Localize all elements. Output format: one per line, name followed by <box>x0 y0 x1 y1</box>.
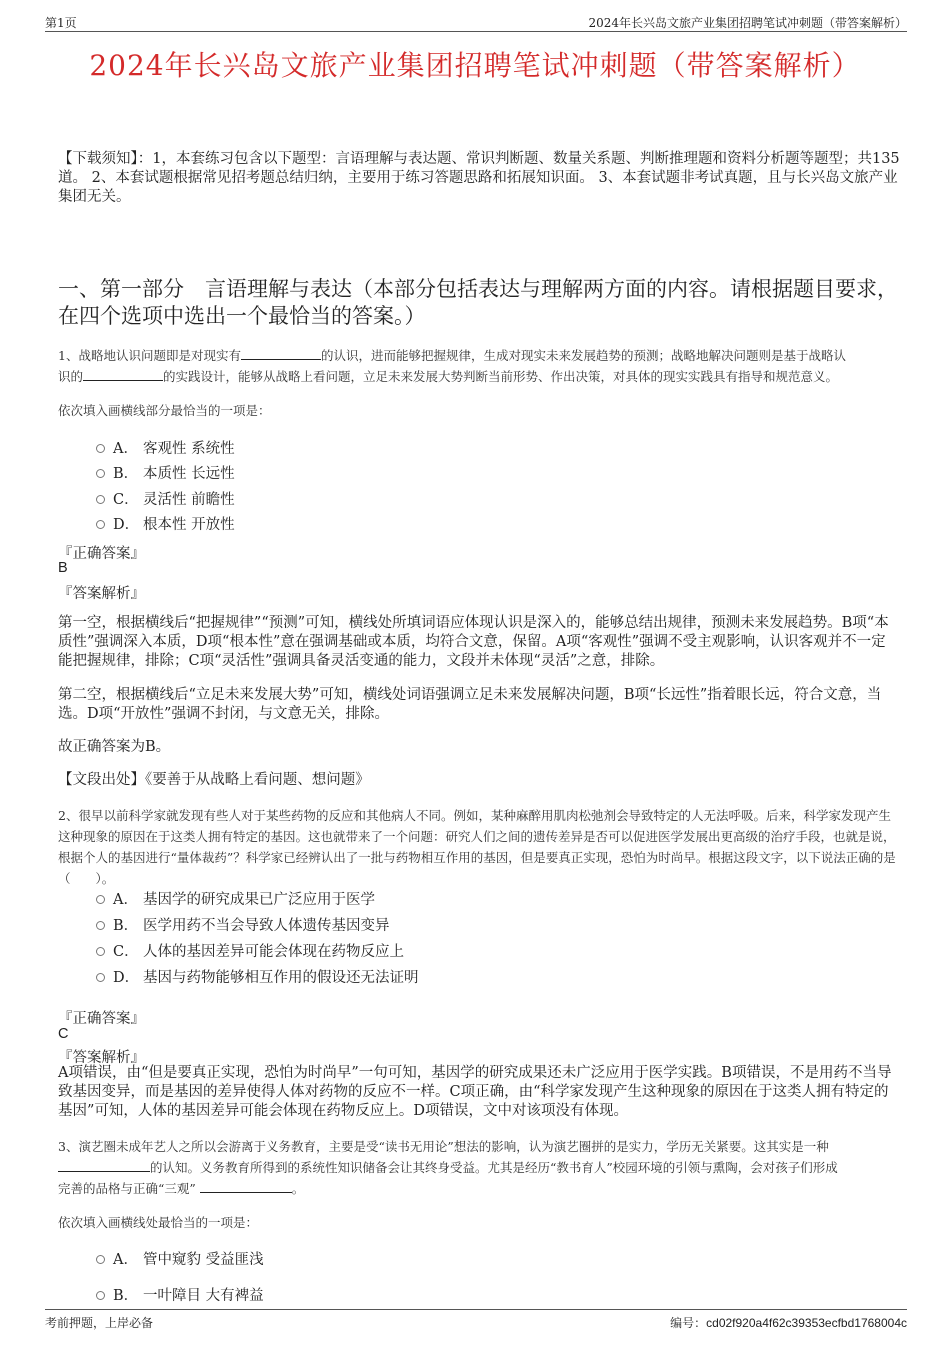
page-number: 第1页 <box>45 16 77 30</box>
q3-option-a[interactable] <box>96 1248 264 1269</box>
q1-blank-1 <box>241 347 321 360</box>
option-text: 本质性 长远性 <box>143 466 235 482</box>
option-text: 客观性 系统性 <box>143 441 235 457</box>
q1-analysis-conclusion: 故正确答案为B。 <box>58 739 171 755</box>
q1-option-d[interactable] <box>96 513 235 534</box>
question-3-prompt: 依次填入画横线处最恰当的一项是： <box>58 1215 259 1230</box>
q1-option-a[interactable] <box>96 437 235 458</box>
q1-source: 【文段出处】《要善于从战略上看问题、想问题》 <box>58 772 370 788</box>
radio-icon[interactable] <box>96 947 105 956</box>
q1-stem-part: 的实践设计，能够从战略上看问题，立足未来发展大势判断当前形势、作出决策，对具体的现实实践具有指导和规范意义。 <box>163 369 839 384</box>
question-2-stem: 2、很早以前科学家就发现有些人对于某些药物的反应和其他病人不同。例如，某种麻醉用肌肉松弛剂会导致特定的人无法呼吸。后来，科学家发现产生这种现象的原因在于这类人拥有特定的基因。这也就带来了一个问题：研究人们之间的遗传差异是否可以促进医学发展出更高级的治疗手段，也就是说，根据个人的基因进行“量体裁药”？科学家已经辨认出了一批与药物相互作用的基因，但是要真正实现，恐怕为时尚早。根据这段文字，以下说法正确的是（ ）。 <box>58 808 896 886</box>
q2-analysis-label: 『答案解析』 <box>58 1050 145 1066</box>
q3-stem-part: 3、演艺圈未成年艺人之所以会游离于义务教育，主要是受“读书无用论”想法的影响，认为演艺圈拼的是实力，学历无关紧要。这其实是一种 <box>58 1139 829 1154</box>
option-letter: C． <box>113 944 139 960</box>
footer-code-label: 编号： <box>670 1316 707 1330</box>
radio-icon[interactable] <box>96 469 105 478</box>
question-3-stem <box>58 1136 903 1199</box>
question-1-stem <box>58 345 903 387</box>
footer-slogan: 考前押题，上岸必备 <box>45 1316 154 1330</box>
option-letter: B． <box>113 1288 139 1304</box>
download-notice: 【下载须知】：1，本套练习包含以下题型：言语理解与表达题、常识判断题、数量关系题、判断推理题和资料分析题等题型；共135道。 2、本套试题根据常见招考题总结归纳，主要用于练习答题思路和拓展知识面。 3、本套试题非考试真题，且与长兴岛文旅产业集团无关。 <box>58 151 900 205</box>
q3-stem-part: 。 <box>291 1181 305 1196</box>
option-text: 一叶障目 大有裨益 <box>143 1288 264 1304</box>
q2-option-c[interactable] <box>96 940 404 961</box>
q3-stem-part: 完善的品格与正确“三观” <box>58 1181 196 1196</box>
option-letter: A． <box>113 1252 138 1268</box>
q1-answer-label: 『正确答案』 <box>58 546 145 562</box>
q2-option-a[interactable] <box>96 888 375 909</box>
footer-divider <box>45 1309 907 1310</box>
radio-icon[interactable] <box>96 921 105 930</box>
q1-option-c[interactable] <box>96 488 235 509</box>
radio-icon[interactable] <box>96 495 105 504</box>
header-divider <box>45 31 907 32</box>
section-heading: 一、第一部分 言语理解与表达（本部分包括表达与理解两方面的内容。请根据题目要求，在四个选项中选出一个最恰当的答案。） <box>58 277 898 328</box>
q1-stem-part: 的认识，进而能够把握规律，生成对现实未来发展趋势的预测；战略地解决问题则是基于战略认 <box>320 348 846 363</box>
option-letter: C． <box>113 492 139 508</box>
q3-blank-2 <box>200 1180 292 1193</box>
option-letter: D． <box>113 970 140 986</box>
q1-stem-part: 识的 <box>58 369 84 384</box>
q2-analysis: A项错误，由“但是要真正实现，恐怕为时尚早”一句可知，基因学的研究成果还未广泛应用于医学实践。B项错误，不是用药不当导致基因变异，而是基因的差异使得人体对药物的反应不一样。C项正确，由“科学家发现产生这种现象的原因在于这类人拥有特定的基因”可知，人体的基因差异可能会体现在药物反应上。D项错误，文中对该项没有体现。 <box>58 1065 892 1119</box>
option-text: 基因学的研究成果已广泛应用于医学 <box>143 892 375 908</box>
footer-code-value: cd02f920a4f62c39353ecfbd1768004c <box>706 1316 907 1330</box>
radio-icon[interactable] <box>96 1255 105 1264</box>
option-text: 医学用药不当会导致人体遗传基因变异 <box>143 918 390 934</box>
q1-answer: B <box>58 560 68 576</box>
footer-code <box>670 1314 907 1331</box>
q1-analysis-paragraph-2: 第二空，根据横线后“立足未来发展大势”可知，横线处词语强调立足未来发展解决问题，B项“长远性”指着眼长远，符合文意，当选。D项“开放性”强调不封闭，与文意无关，排除。 <box>58 687 882 722</box>
radio-icon[interactable] <box>96 520 105 529</box>
radio-icon[interactable] <box>96 895 105 904</box>
option-letter: A． <box>113 892 138 908</box>
q2-option-b[interactable] <box>96 914 390 935</box>
page-title: 2024年长兴岛文旅产业集团招聘笔试冲刺题（带答案解析） <box>89 49 861 82</box>
q1-stem-part: 1、战略地认识问题即是对现实有 <box>58 348 241 363</box>
q3-option-b[interactable] <box>96 1284 264 1305</box>
q1-analysis-label: 『答案解析』 <box>58 586 145 602</box>
option-letter: D． <box>113 517 140 533</box>
radio-icon[interactable] <box>96 1291 105 1300</box>
option-letter: B． <box>113 466 139 482</box>
header-doc-title: 2024年长兴岛文旅产业集团招聘笔试冲刺题（带答案解析） <box>588 16 907 30</box>
q2-answer-label: 『正确答案』 <box>58 1011 145 1027</box>
option-text: 人体的基因差异可能会体现在药物反应上 <box>143 944 404 960</box>
q3-blank-1 <box>58 1159 150 1172</box>
q3-stem-part: 的认知。义务教育所得到的系统性知识储备会让其终身受益。尤其是经历“教书育人”校园环境的引领与熏陶，会对孩子们形成 <box>150 1160 838 1175</box>
q2-option-d[interactable] <box>96 966 419 987</box>
q1-blank-2 <box>83 368 163 381</box>
option-letter: B． <box>113 918 139 934</box>
q1-analysis-paragraph-1: 第一空，根据横线后“把握规律”“预测”可知，横线处所填词语应体现认识是深入的，能够总结出规律，预测未来发展趋势。B项“本质性”强调深入本质，D项“根本性”意在强调基础或本质，均符合文意，保留。A项“客观性”强调不受主观影响，认识客观并不一定能把握规律，排除；C项“灵活性”强调具备灵活变通的能力，文段并未体现“灵活”之意，排除。 <box>58 615 889 669</box>
option-text: 根本性 开放性 <box>143 517 235 533</box>
question-1-prompt: 依次填入画横线部分最恰当的一项是： <box>58 403 271 418</box>
option-text: 基因与药物能够相互作用的假设还无法证明 <box>143 970 419 986</box>
radio-icon[interactable] <box>96 444 105 453</box>
option-letter: A． <box>113 441 138 457</box>
q2-answer: C <box>58 1026 69 1042</box>
radio-icon[interactable] <box>96 973 105 982</box>
q1-option-b[interactable] <box>96 462 235 483</box>
option-text: 灵活性 前瞻性 <box>143 492 235 508</box>
option-text: 管中窥豹 受益匪浅 <box>143 1252 264 1268</box>
